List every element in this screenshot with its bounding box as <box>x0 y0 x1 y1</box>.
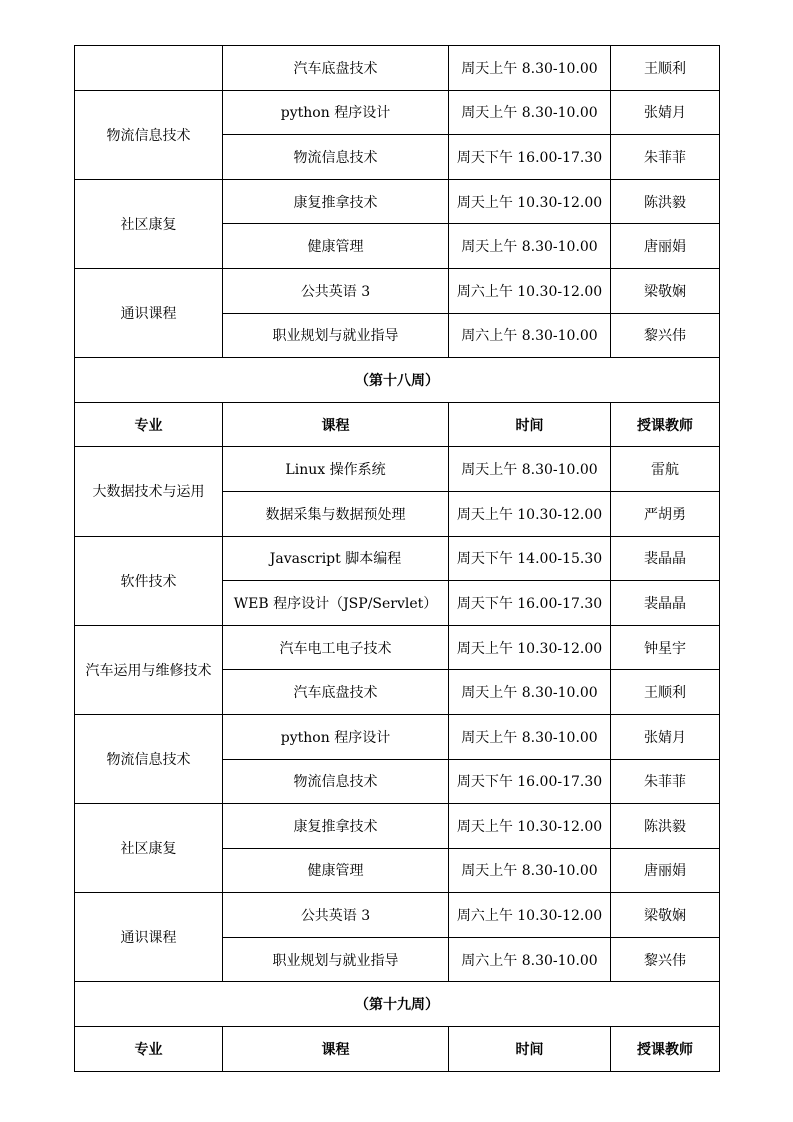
major-cell: 物流信息技术 <box>75 714 223 803</box>
schedule-table <box>74 45 720 1072</box>
time-cell: 周六上午 8.30-10.00 <box>449 313 611 358</box>
time-cell: 周天上午 10.30-12.00 <box>449 179 611 224</box>
time-cell: 周天下午 16.00-17.30 <box>449 135 611 180</box>
teacher-cell: 张婧月 <box>611 714 720 759</box>
header-row <box>75 402 720 447</box>
time-cell: 周天上午 8.30-10.00 <box>449 714 611 759</box>
course-cell: 汽车电工电子技术 <box>223 625 449 670</box>
time-cell: 周天上午 8.30-10.00 <box>449 670 611 715</box>
teacher-cell: 裴晶晶 <box>611 536 720 581</box>
major-header: 专业 <box>75 1027 223 1072</box>
course-cell: 职业规划与就业指导 <box>223 313 449 358</box>
course-cell: 康复推拿技术 <box>223 179 449 224</box>
teacher-cell: 唐丽娟 <box>611 848 720 893</box>
major-cell: 汽车运用与维修技术 <box>75 625 223 714</box>
course-cell: Javascript 脚本编程 <box>223 536 449 581</box>
time-cell: 周天上午 8.30-10.00 <box>449 90 611 135</box>
teacher-cell: 梁敬娴 <box>611 268 720 313</box>
table-row <box>75 179 720 224</box>
teacher-header: 授课教师 <box>611 402 720 447</box>
course-cell: 物流信息技术 <box>223 135 449 180</box>
teacher-cell: 黎兴伟 <box>611 313 720 358</box>
teacher-cell: 唐丽娟 <box>611 224 720 269</box>
table-row <box>75 268 720 313</box>
time-cell: 周天上午 10.30-12.00 <box>449 491 611 536</box>
major-header: 专业 <box>75 402 223 447</box>
table-row <box>75 625 720 670</box>
time-cell: 周天上午 10.30-12.00 <box>449 804 611 849</box>
time-cell: 周天下午 16.00-17.30 <box>449 759 611 804</box>
major-cell: 通识课程 <box>75 268 223 357</box>
course-cell: 数据采集与数据预处理 <box>223 491 449 536</box>
major-cell: 软件技术 <box>75 536 223 625</box>
teacher-cell: 朱菲菲 <box>611 759 720 804</box>
course-cell: 公共英语 3 <box>223 893 449 938</box>
week-label: （第十九周） <box>75 982 720 1027</box>
course-cell: Linux 操作系统 <box>223 447 449 492</box>
teacher-cell: 黎兴伟 <box>611 937 720 982</box>
time-cell: 周天上午 8.30-10.00 <box>449 848 611 893</box>
course-header: 课程 <box>223 1027 449 1072</box>
week-row <box>75 982 720 1027</box>
time-cell: 周天上午 10.30-12.00 <box>449 625 611 670</box>
teacher-cell: 雷航 <box>611 447 720 492</box>
table-row <box>75 90 720 135</box>
time-cell: 周六上午 10.30-12.00 <box>449 268 611 313</box>
major-cell: 社区康复 <box>75 179 223 268</box>
teacher-cell: 钟星宇 <box>611 625 720 670</box>
header-row <box>75 1027 720 1072</box>
teacher-cell: 严胡勇 <box>611 491 720 536</box>
teacher-cell: 王顺利 <box>611 46 720 91</box>
time-header: 时间 <box>449 402 611 447</box>
course-cell: 健康管理 <box>223 848 449 893</box>
major-cell: 物流信息技术 <box>75 90 223 179</box>
teacher-cell: 张婧月 <box>611 90 720 135</box>
course-cell: 物流信息技术 <box>223 759 449 804</box>
time-cell: 周六上午 10.30-12.00 <box>449 893 611 938</box>
table-row <box>75 804 720 849</box>
teacher-cell: 王顺利 <box>611 670 720 715</box>
teacher-cell: 梁敬娴 <box>611 893 720 938</box>
table-row <box>75 536 720 581</box>
course-cell: python 程序设计 <box>223 90 449 135</box>
table-row <box>75 893 720 938</box>
table-row <box>75 447 720 492</box>
course-header: 课程 <box>223 402 449 447</box>
course-cell: 汽车底盘技术 <box>223 670 449 715</box>
course-cell: WEB 程序设计（JSP/Servlet） <box>223 581 449 626</box>
course-cell: 汽车底盘技术 <box>223 46 449 91</box>
course-cell: 康复推拿技术 <box>223 804 449 849</box>
teacher-cell: 朱菲菲 <box>611 135 720 180</box>
teacher-cell: 陈洪毅 <box>611 179 720 224</box>
major-cell <box>75 46 223 91</box>
table-row <box>75 714 720 759</box>
teacher-cell: 陈洪毅 <box>611 804 720 849</box>
major-cell: 大数据技术与运用 <box>75 447 223 536</box>
major-cell: 通识课程 <box>75 893 223 982</box>
course-cell: 职业规划与就业指导 <box>223 937 449 982</box>
teacher-cell: 裴晶晶 <box>611 581 720 626</box>
major-cell: 社区康复 <box>75 804 223 893</box>
time-cell: 周天上午 8.30-10.00 <box>449 447 611 492</box>
time-cell: 周天上午 8.30-10.00 <box>449 224 611 269</box>
time-cell: 周六上午 8.30-10.00 <box>449 937 611 982</box>
course-cell: 健康管理 <box>223 224 449 269</box>
schedule-body <box>75 46 720 1072</box>
week-row <box>75 358 720 403</box>
time-cell: 周天上午 8.30-10.00 <box>449 46 611 91</box>
course-cell: 公共英语 3 <box>223 268 449 313</box>
teacher-header: 授课教师 <box>611 1027 720 1072</box>
time-header: 时间 <box>449 1027 611 1072</box>
time-cell: 周天下午 16.00-17.30 <box>449 581 611 626</box>
time-cell: 周天下午 14.00-15.30 <box>449 536 611 581</box>
course-cell: python 程序设计 <box>223 714 449 759</box>
week-label: （第十八周） <box>75 358 720 403</box>
table-row <box>75 46 720 91</box>
